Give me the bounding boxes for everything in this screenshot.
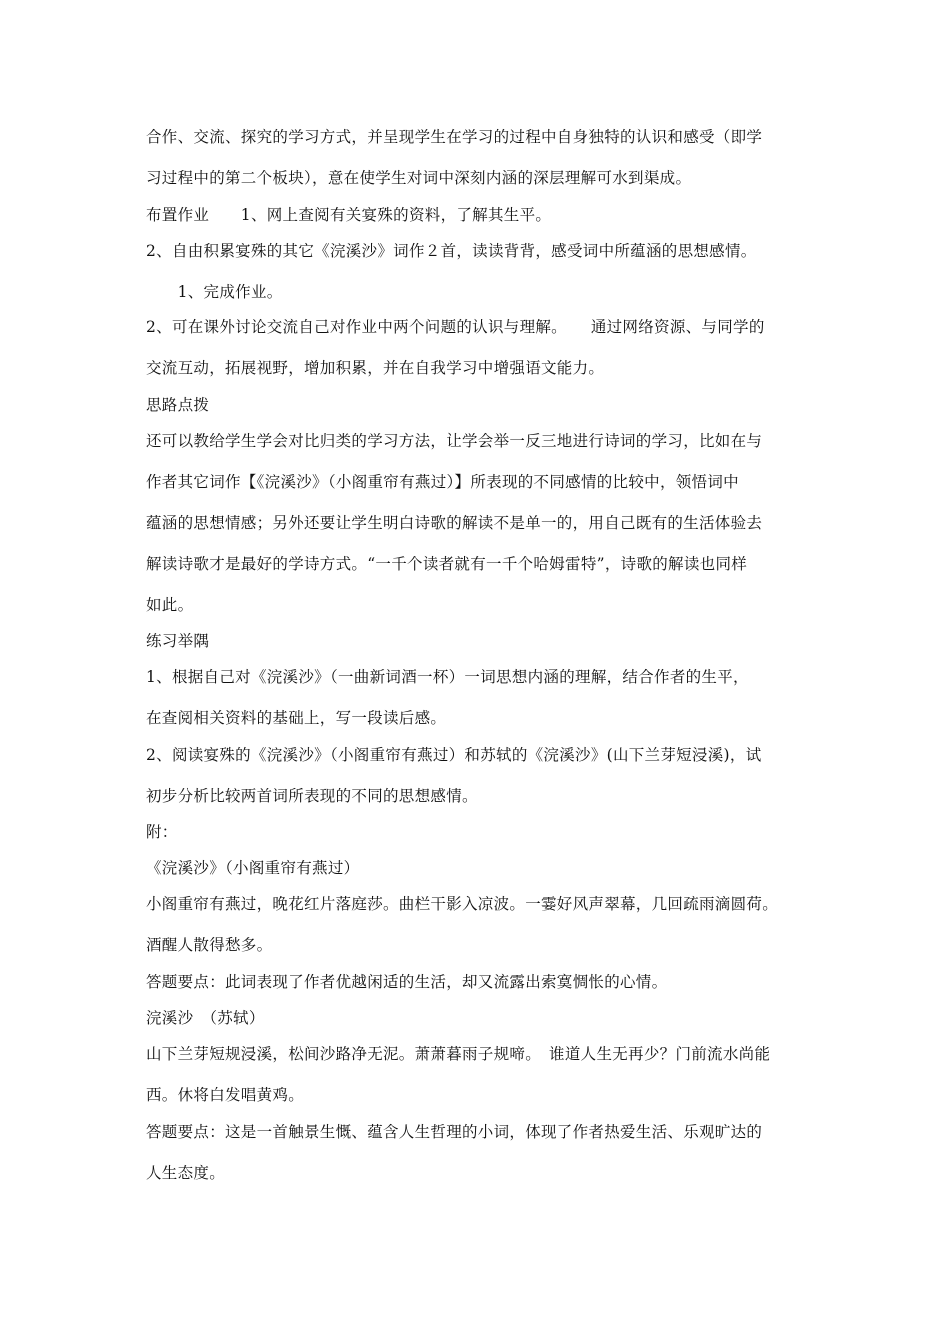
text-line: 布置作业 1、网上查阅有关宴殊的资料，了解其生平。: [146, 206, 552, 224]
text-line: 作者其它词作【《浣溪沙》（小阁重帘有燕过）】所表现的不同感情的比较中，领悟词中: [146, 473, 739, 491]
text-line: 2、自由积累宴殊的其它《浣溪沙》词作２首，读读背背，感受词中所蕴涵的思想感情。: [146, 242, 757, 260]
poem-line: 西。休将白发唱黄鸡。: [146, 1086, 305, 1104]
section-heading: 附：: [146, 823, 178, 841]
text-line: 解读诗歌才是最好的学诗方式。“一千个读者就有一千个哈姆雷特”，诗歌的解读也同样: [146, 555, 748, 573]
text-line: 2、阅读宴殊的《浣溪沙》（小阁重帘有燕过）和苏轼的《浣溪沙》(山下兰芽短浸溪)，试: [146, 746, 762, 764]
text-line: 合作、交流、探究的学习方式，并呈现学生在学习的过程中自身独特的认识和感受（即学: [146, 128, 763, 146]
section-heading: 思路点拨: [146, 396, 210, 414]
text-line: 蕴涵的思想情感；另外还要让学生明白诗歌的解读不是单一的，用自己既有的生活体验去: [146, 514, 763, 532]
poem-title: 《浣溪沙》（小阁重帘有燕过）: [146, 859, 360, 877]
answer-point: 答题要点：这是一首触景生慨、蕴含人生哲理的小词，体现了作者热爱生活、乐观旷达的: [146, 1123, 763, 1141]
poem-line: 山下兰芽短规浸溪，松间沙路净无泥。萧萧暮雨子规啼。 谁道人生无再少？门前流水尚能: [146, 1045, 771, 1063]
answer-point: 答题要点：此词表现了作者优越闲适的生活，却又流露出索寞惆怅的心情。: [146, 973, 668, 991]
poem-line: 小阁重帘有燕过，晚花红片落庭莎。曲栏干影入凉波。一霎好风声翠幕，几回疏雨滴圆荷。: [146, 895, 779, 913]
text-line: 1、完成作业。: [146, 283, 283, 301]
text-line: 1、根据自己对《浣溪沙》（一曲新词酒一杯）一词思想内涵的理解，结合作者的生平，: [146, 668, 749, 686]
text-line: 如此。: [146, 596, 194, 614]
text-line: 在查阅相关资料的基础上，写一段读后感。: [146, 709, 447, 727]
poem-title: 浣溪沙 （苏轼）: [146, 1009, 265, 1027]
text-line: 还可以教给学生学会对比归类的学习方法，让学会举一反三地进行诗词的学习，比如在与: [146, 432, 763, 450]
text-line: 2、可在课外讨论交流自己对作业中两个问题的认识与理解。 通过网络资源、与同学的: [146, 318, 765, 336]
section-heading: 练习举隅: [146, 632, 210, 650]
poem-line: 酒醒人散得愁多。: [146, 936, 273, 954]
text-line: 习过程中的第二个板块），意在使学生对词中深刻内涵的深层理解可水到渠成。: [146, 169, 692, 187]
answer-point: 人生态度。: [146, 1164, 226, 1182]
text-line: 初步分析比较两首词所表现的不同的思想感情。: [146, 787, 478, 805]
text-line: 交流互动，拓展视野，增加积累，并在自我学习中增强语文能力。: [146, 359, 605, 377]
